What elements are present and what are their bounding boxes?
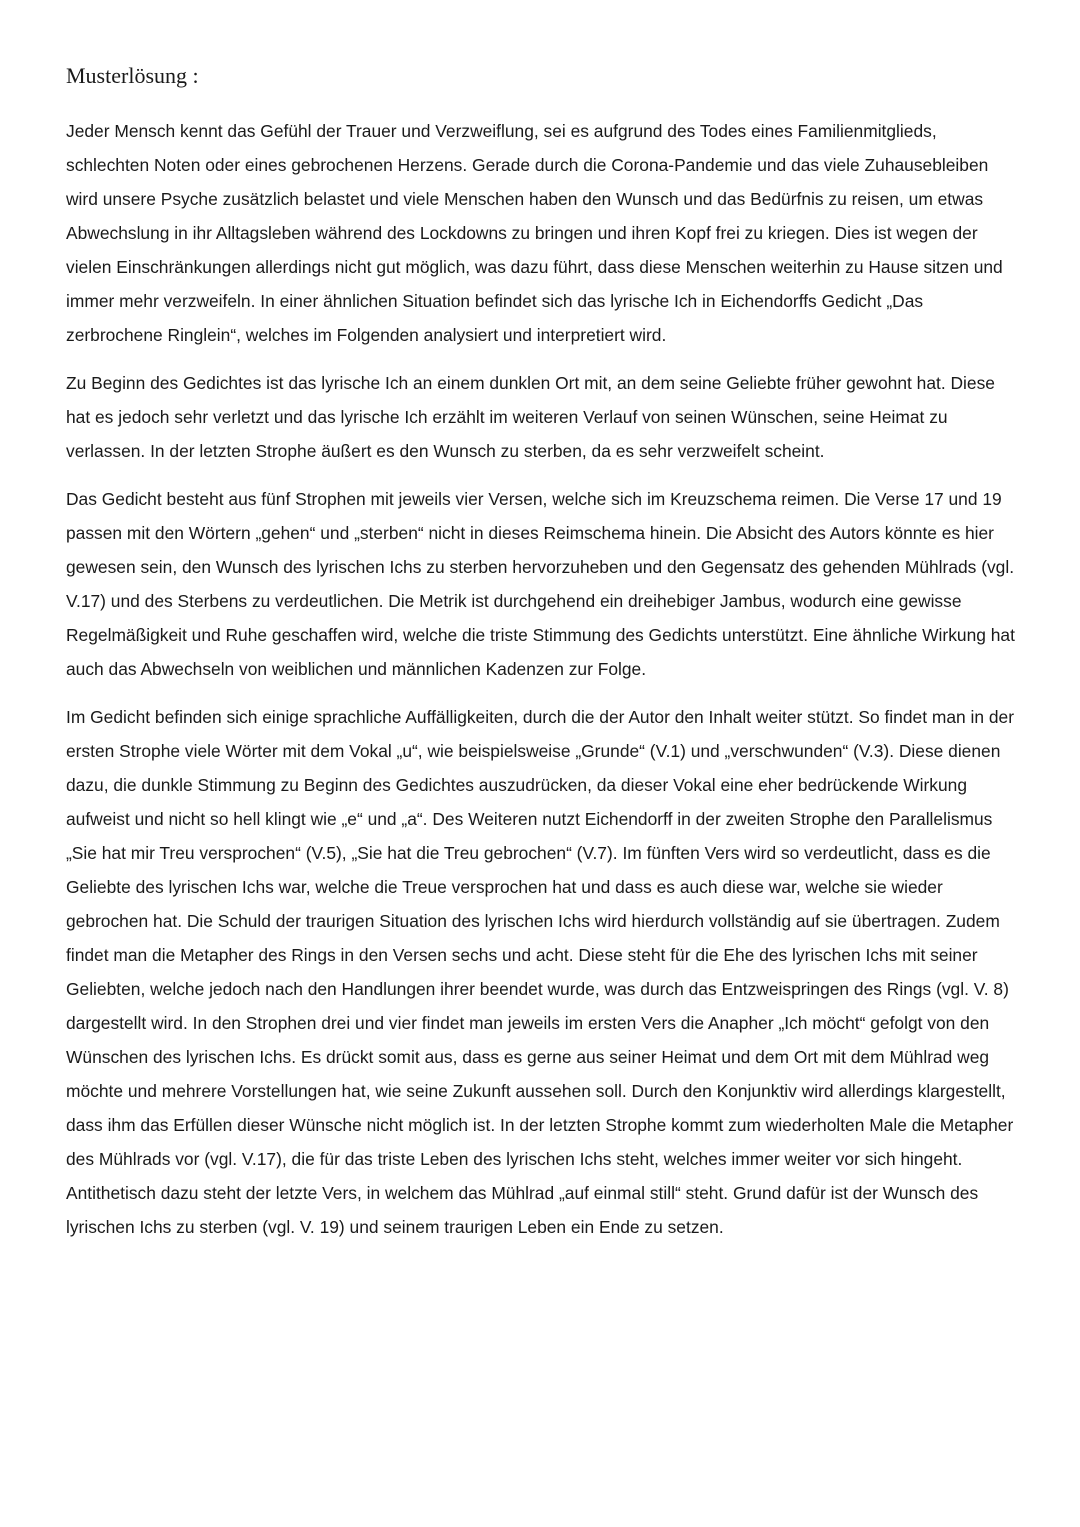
- paragraph-content-summary: Zu Beginn des Gedichtes ist das lyrische Ich an einem dunklen Ort mit, an dem seine Geliebte früher gewohnt hat. Diese hat es jedoch sehr verletzt und das lyrische Ich erzählt im weiteren Verlauf von seinen Wünschen, seine Heimat zu verlassen. In der letzten Strophe äußert es den Wunsch zu sterben, da es sehr verzweifelt scheint.: [66, 373, 995, 461]
- document-title: Musterlösung :: [66, 63, 199, 88]
- document-page: [66, 60, 1021, 1258]
- paragraph-introduction: Jeder Mensch kennt das Gefühl der Trauer und Verzweiflung, sei es aufgrund des Todes eines Familienmitglieds, schlechten Noten oder eines gebrochenen Herzens. Gerade durch die Corona-Pandemie und das viele Zuhausebleiben wird unsere Psyche zusätzlich belastet und viele Menschen haben den Wunsch und das Bedürfnis zu reisen, um etwas Abwechslung in ihr Alltagsleben während des Lockdowns zu bringen und ihren Kopf frei zu kriegen. Dies ist wegen der vielen Einschränkungen allerdings nicht gut möglich, was dazu führt, dass diese Menschen weiterhin zu Hause sitzen und immer mehr verzweifeln. In einer ähnlichen Situation befindet sich das lyrische Ich in Eichendorffs Gedicht „Das zerbrochene Ringlein“, welches im Folgenden analysiert und interpretiert wird.: [66, 121, 1003, 345]
- paragraph-language-analysis: Im Gedicht befinden sich einige sprachliche Auffälligkeiten, durch die der Autor den Inhalt weiter stützt. So findet man in der ersten Strophe viele Wörter mit dem Vokal „u“, wie beispielsweise „Grunde“ (V.1) und „verschwunden“ (V.3). Diese dienen dazu, die dunkle Stimmung zu Beginn des Gedichtes auszudrücken, da dieser Vokal eine eher bedrückende Wirkung aufweist und nicht so hell klingt wie „e“ und „a“. Des Weiteren nutzt Eichendorff in der zweiten Strophe den Parallelismus „Sie hat mir Treu versprochen“ (V.5), „Sie hat die Treu gebrochen“ (V.7). Im fünften Vers wird so verdeutlicht, dass es die Geliebte des lyrischen Ichs war, welche die Treue versprochen hat und dass es auch diese war, welche sie wieder gebrochen hat. Die Schuld der traurigen Situation des lyrischen Ichs wird hierdurch vollständig auf sie übertragen. Zudem findet man die Metapher des Rings in den Versen sechs und acht. Diese steht für die Ehe des lyrischen Ichs mit seiner Geliebten, welche jedoch nach den Handlungen ihrer beendet wurde, was durch das Entzweispringen des Rings (vgl. V. 8) dargestellt wird. In den Strophen drei und vier findet man jeweils im ersten Vers die Anapher „Ich möcht“ gefolgt von den Wünschen des lyrischen Ichs. Es drückt somit aus, dass es gerne aus seiner Heimat und dem Ort mit dem Mühlrad weg möchte und mehrere Vorstellungen hat, wie seine Zukunft aussehen soll. Durch den Konjunktiv wird allerdings klargestellt, dass ihm das Erfüllen dieser Wünsche nicht möglich ist. In der letzten Strophe kommt zum wiederholten Male die Metapher des Mühlrads vor (vgl. V.17), die für das triste Leben des lyrischen Ichs steht, welches immer weiter vor sich hingeht. Antithetisch dazu steht der letzte Vers, in welchem das Mühlrad „auf einmal still“ steht. Grund dafür ist der Wunsch des lyrischen Ichs zu sterben (vgl. V. 19) und seinem traurigen Leben ein Ende zu setzen.: [66, 707, 1015, 1237]
- paragraph-form-analysis: Das Gedicht besteht aus fünf Strophen mit jeweils vier Versen, welche sich im Kreuzschema reimen. Die Verse 17 und 19 passen mit den Wörtern „gehen“ und „sterben“ nicht in dieses Reimschema hinein. Die Absicht des Autors könnte es hier gewesen sein, den Wunsch des lyrischen Ichs zu sterben hervorzuheben und den Gegensatz des gehenden Mühlrads (vgl. V.17) und des Sterbens zu verdeutlichen. Die Metrik ist durchgehend ein dreihebiger Jambus, wodurch eine gewisse Regelmäßigkeit und Ruhe geschaffen wird, welche die triste Stimmung des Gedichts unterstützt. Eine ähnliche Wirkung hat auch das Abwechseln von weiblichen und männlichen Kadenzen zur Folge.: [66, 489, 1015, 679]
